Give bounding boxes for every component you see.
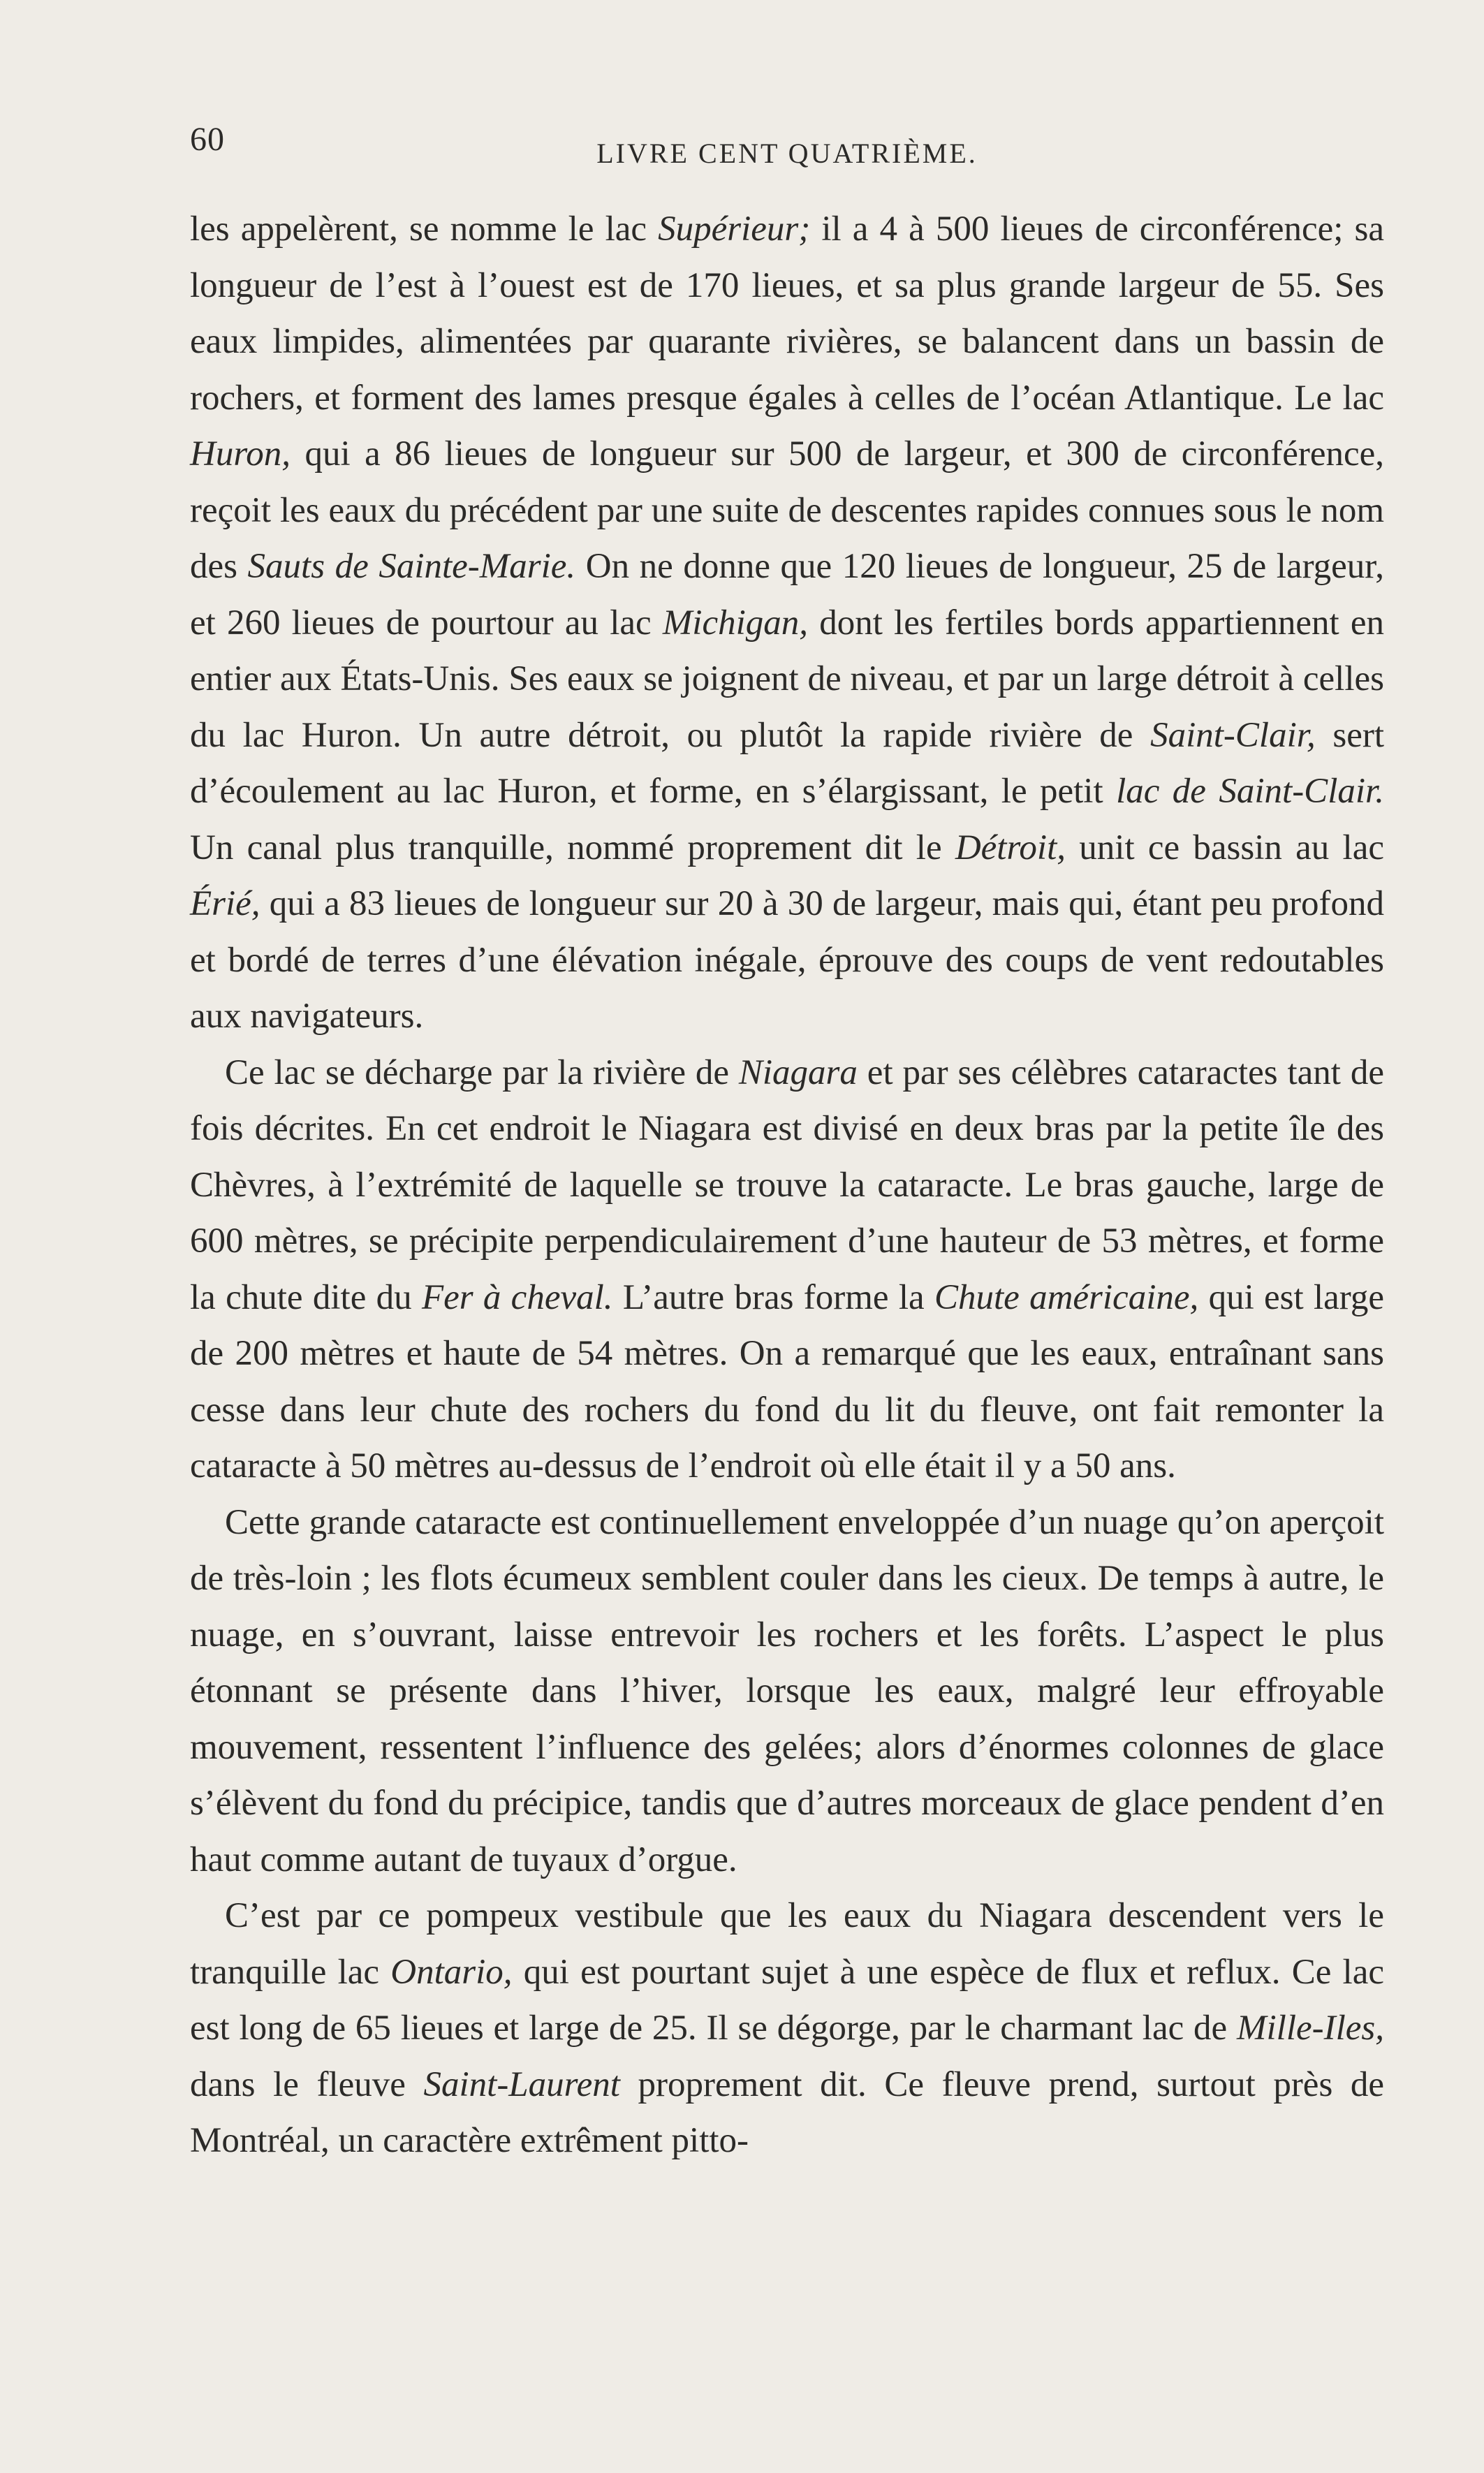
italic-mille-iles: Mille-Iles, — [1237, 2009, 1384, 2048]
text-segment: il a 4 à 500 lieues de circonférence; sa longueur de l’est à l’ouest est de 170 lieues, et sa plus grande largeur de 55. Ses eaux limpides, alimentées par quarante rivières, se balancent dans un bassin de rochers, et forment des lames presque égales à celles de l’océan Atlantique. Le lac — [190, 210, 1385, 418]
text-segment: dans le fleuve — [190, 2064, 424, 2104]
italic-lake-huron: Huron, — [190, 434, 291, 474]
text-segment: les appelèrent, se nomme le lac — [190, 210, 659, 249]
italic-lake-erie: Érié, — [190, 884, 260, 923]
text-segment: Un canal plus tranquille, nommé proprement dit le — [190, 828, 955, 867]
text-segment: L’autre bras forme la — [612, 1277, 934, 1317]
italic-niagara: Niagara — [738, 1052, 858, 1092]
text-segment: qui est large de 200 mètres et haute de 54 mètres. On a remarqué que les eaux, entraînant sans cesse dans leur chute des rochers du fond du lit du fleuve, ont fait remonter la cataracte à 50 mètres au-dessus de l’endroit où elle était il y a 50 ans. — [190, 1277, 1384, 1485]
italic-chute-americaine: Chute américaine, — [934, 1277, 1199, 1317]
text-segment: Cette grande cataracte est continuellement enveloppée d’un nuage qu’on aperçoit de très-loin ; les flots écumeux semblent couler dans les cieux. De temps à autre, le nuage, en s’ouvrant, laisse entrevoir les rochers et les forêts. L’aspect le plus étonnant se présente dans l’hiver, lorsque les eaux, malgré leur effroyable mouvement, ressentent l’influence des gelées; alors d’énormes colonnes de glace s’élèvent du fond du précipice, tandis que d’autres morceaux de glace pendent d’en haut comme autant de tuyaux d’orgue. — [190, 1502, 1384, 1879]
text-segment: proprement dit. Ce fleuve prend, surtout près de Montréal, un caractère extrêment pitto- — [190, 2064, 1385, 2160]
text-segment: On ne donne que 120 lieues de longueur, 25 de largeur, et 260 lieues de pourtour au lac — [190, 547, 1384, 643]
page-header — [190, 120, 1384, 176]
paragraph-4 — [190, 1888, 1384, 2169]
text-segment: et par ses célèbres cataractes tant de fois décrites. En cet endroit le Niagara est divisé en deux bras par la petite île des Chèvres, à l’extrémité de laquelle se trouve la cataracte. Le bras gauche, large de 600 mètres, se précipite perpendiculairement d’une hauteur de 53 mètres, et forme la chute dite du — [190, 1052, 1384, 1317]
italic-saint-laurent: Saint-Laurent — [423, 2064, 620, 2104]
text-segment: unit ce bassin au lac — [1066, 828, 1384, 867]
text-segment: sert d’écoulement au lac Huron, et forme, en s’élargissant, le petit — [190, 715, 1385, 811]
running-head: LIVRE CENT QUATRIÈME. — [596, 138, 978, 169]
paragraph-1 — [190, 201, 1384, 1045]
page-number: 60 — [190, 121, 225, 158]
text-segment: dont les fertiles bords appartiennent en entier aux États-Unis. Ses eaux se joignent de niveau, et par un large détroit à celles du lac Huron. Un autre détroit, ou plutôt la rapide rivière de — [190, 603, 1384, 755]
italic-fer-a-cheval: Fer à cheval. — [421, 1277, 613, 1317]
italic-lake-ontario: Ontario, — [390, 1952, 513, 1992]
text-segment: Ce lac se décharge par la rivière de — [225, 1052, 739, 1092]
italic-lake-superieur: Supérieur; — [658, 210, 811, 249]
italic-saint-clair: Saint-Clair, — [1150, 715, 1316, 755]
paragraph-3 — [190, 1495, 1384, 1888]
italic-detroit: Détroit, — [955, 828, 1066, 867]
italic-lac-saint-clair: lac de Saint-Clair. — [1116, 772, 1384, 811]
text-segment: C’est par ce pompeux vestibule que les eaux du Niagara descendent vers le tranquille lac — [190, 1896, 1384, 1992]
body-text — [190, 201, 1384, 2169]
text-segment: qui a 83 lieues de longueur sur 20 à 30 de largeur, mais qui, étant peu profond et bordé de terres d’une élévation inégale, éprouve des coups de vent redoutables aux navigateurs. — [190, 884, 1384, 1036]
paragraph-2 — [190, 1045, 1384, 1495]
italic-sauts-sainte-marie: Sauts de Sainte-Marie. — [247, 547, 576, 586]
text-segment: qui a 86 lieues de longueur sur 500 de largeur, et 300 de circonférence, reçoit les eaux du précédent par une suite de descentes rapides connues sous le nom des — [190, 434, 1384, 586]
italic-lake-michigan: Michigan, — [662, 603, 809, 643]
text-segment: qui est pourtant sujet à une espèce de flux et reflux. Ce lac est long de 65 lieues et large de 25. Il se dégorge, par le charmant lac de — [190, 1952, 1384, 2048]
